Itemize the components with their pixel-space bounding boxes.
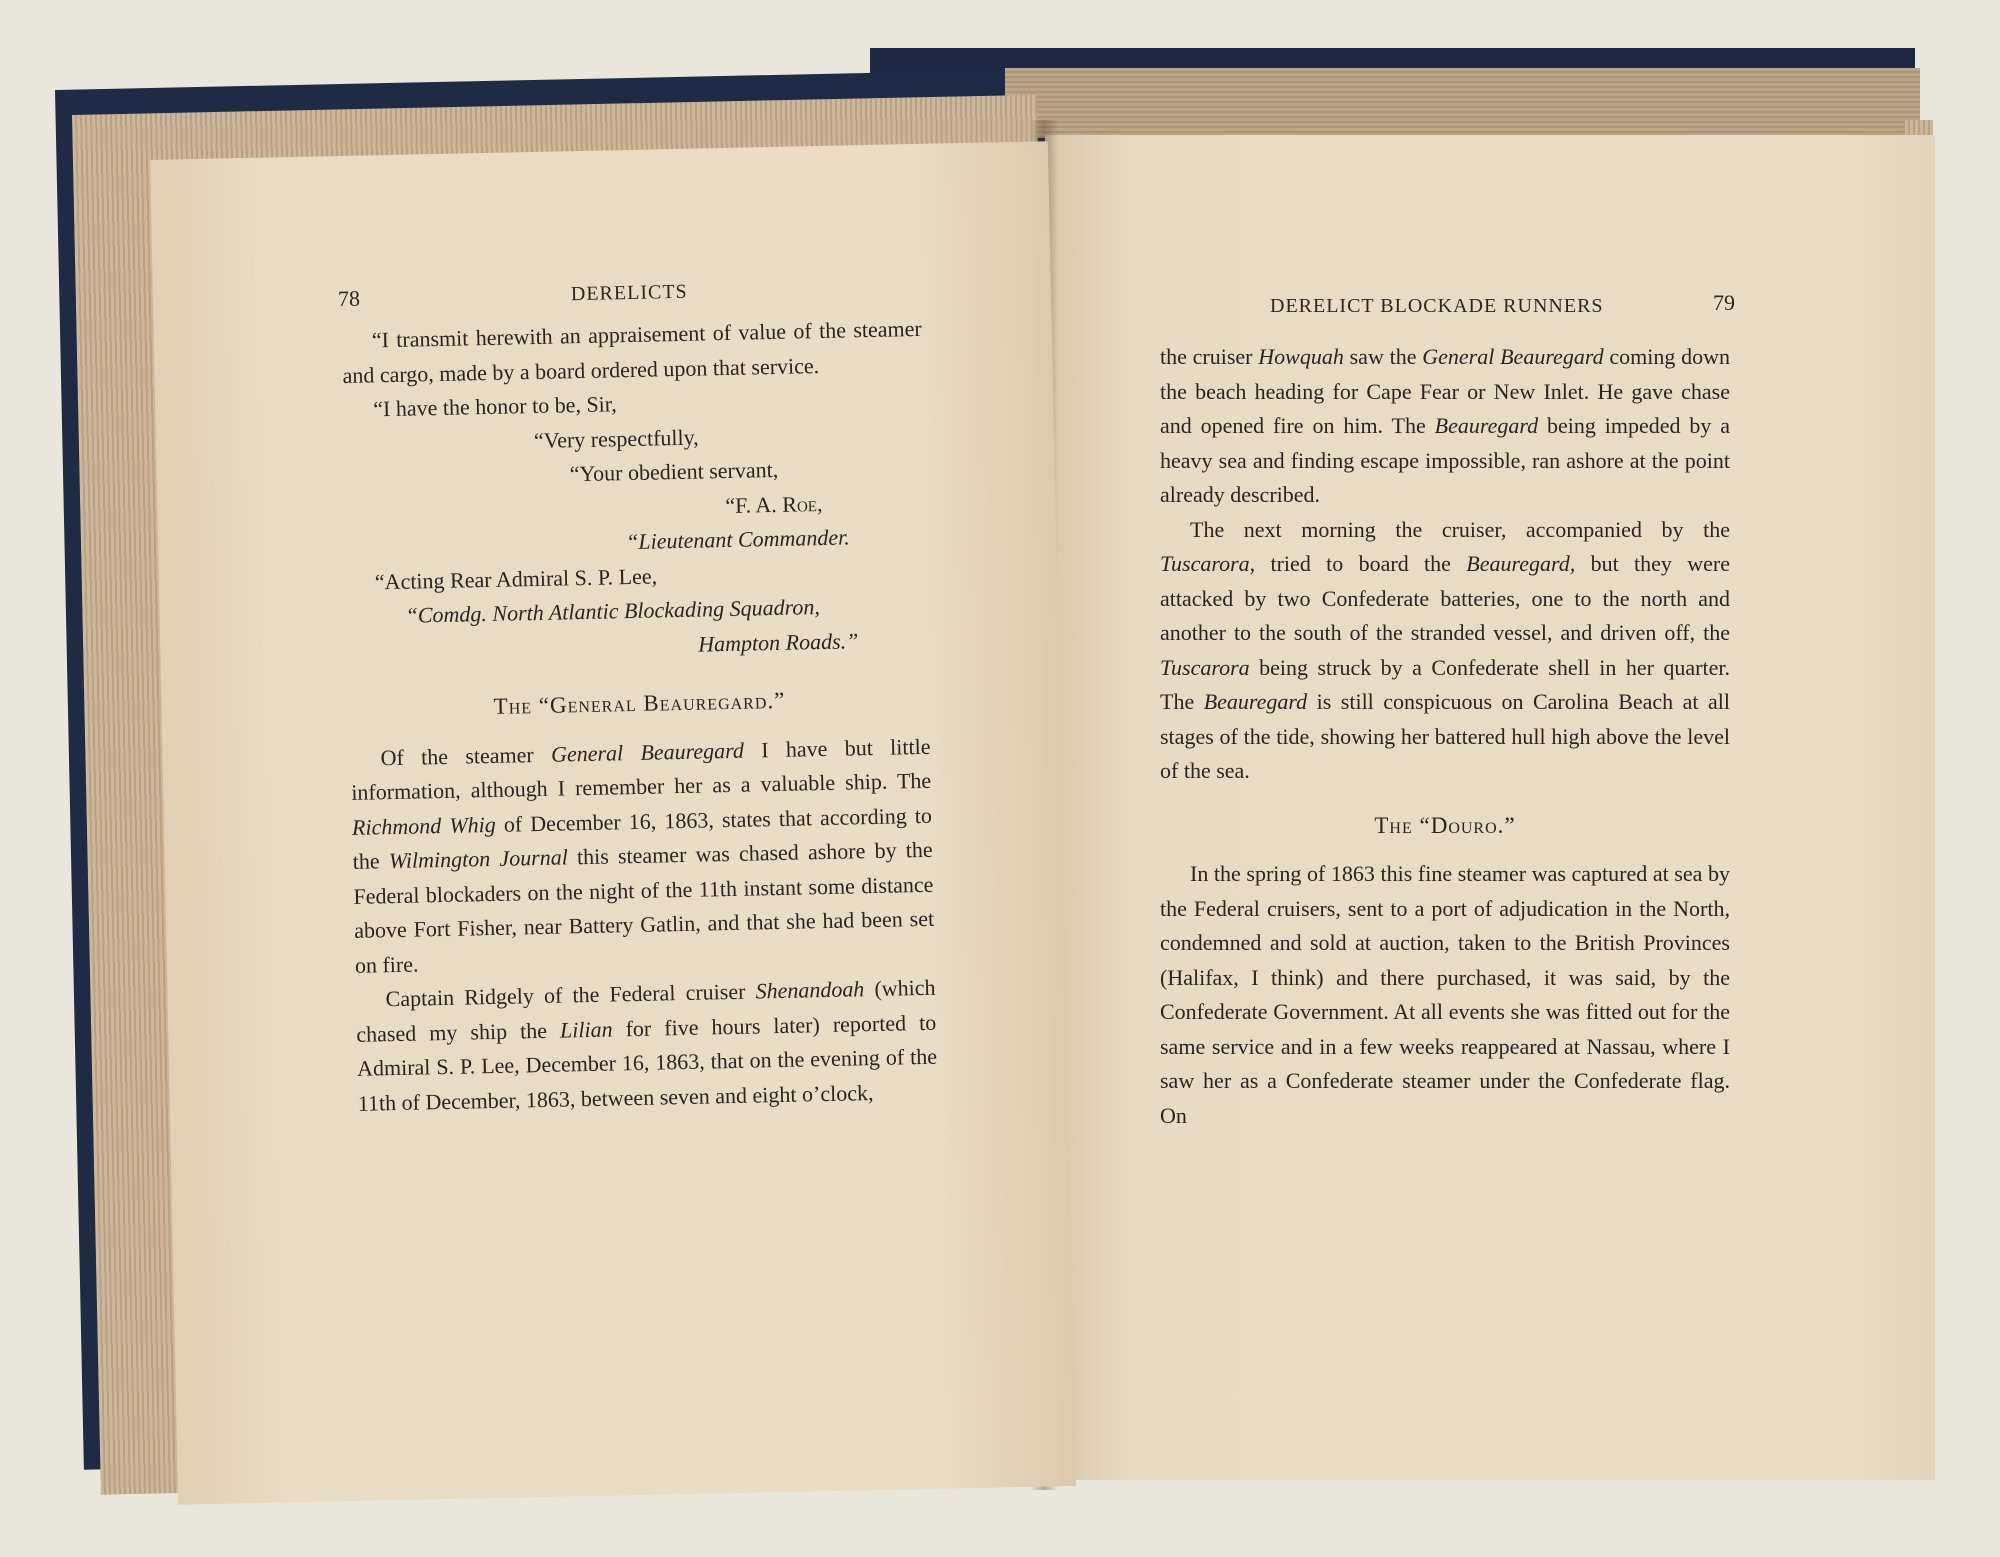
left-page [150,141,1076,1505]
right-page-body [1160,340,1730,1133]
paragraph: In the spring of 1863 this fine steamer was captured at sea by the Federal cruisers, sent to a port of adjudication in the North, condemned and sold at auction, taken to the British Provinces (Halifax, I think) and there purchased, it was said, by the Confederate Government. At all events she was fitted out for the same service and in a few weeks reappeared at Nassau, where I saw her as a Confederate steamer under the Confederate flag. On [1160,861,1730,1128]
paragraph: Of the steamer General Beauregard I have but little information, although I remember her as a valuable ship. The Richmond Whig of December 16, 1863, states that according to the Wilmington Journal this steamer was chased ashore by the Federal blockaders on the night of the 11th instant some distance above Fort Fisher, near Battery Gatlin, and that she had been set on fire. [351,733,935,978]
addressee-line: “Comdg. North Atlantic Blockading Squadron, [405,594,821,628]
paragraph: the cruiser Howquah saw the General Beauregard coming down the beach heading for Cape Fear or New Inlet. He gave chase and opened fire on him. The Beauregard being impeded by a heavy sea and finding escape impossible, ran ashore at the point already described. [1160,344,1730,507]
letter-paragraph: “I have the honor to be, Sir, [372,391,617,422]
addressee-line: “Acting Rear Admiral S. P. Lee, [374,562,658,594]
letter-paragraph: “I transmit herewith an appraisement of value of the steamer and cargo, made by a board ordered upon that service. [342,315,922,388]
left-page-body [341,312,938,1121]
addressee-line: Hampton Roads.” [697,627,859,657]
running-head-right: DERELICT BLOCKADE RUNNERS [1270,295,1604,317]
section-title-beauregard: The “General Beauregard.” [493,687,786,719]
signature-title: “Lieutenant Commander. [625,524,850,555]
page-edges-top [1005,68,1920,138]
right-page [1045,135,1935,1480]
page-number-left: 78 [337,285,361,312]
closing-line: “Your obedient servant, [569,456,779,487]
section-title-douro: The “Douro.” [1374,812,1516,838]
signature-name: “F. A. Roe, [725,490,823,518]
paragraph: Captain Ridgely of the Federal cruiser Shenandoah (which chased my ship the Lilian for five hours later) reported to Admiral S. P. Lee, December 16, 1863, that on the evening of the 11th of December, 1863, between seven and eight o’clock, [356,974,938,1116]
running-head-left: DERELICTS [570,280,688,306]
page-number-right: 79 [1713,290,1735,315]
paragraph: The next morning the cruiser, accompanied by the Tuscarora, tried to board the Beauregard, but they were attacked by two Confederate batteries, one to the north and another to the south of the stranded vessel, and driven off, the Tuscarora being struck by a Confederate shell in her quarter. The Beauregard is still conspicuous on Carolina Beach at all stages of the tide, showing her battered hull high above the level of the sea. [1160,516,1730,783]
closing-line: “Very respectfully, [533,424,699,453]
